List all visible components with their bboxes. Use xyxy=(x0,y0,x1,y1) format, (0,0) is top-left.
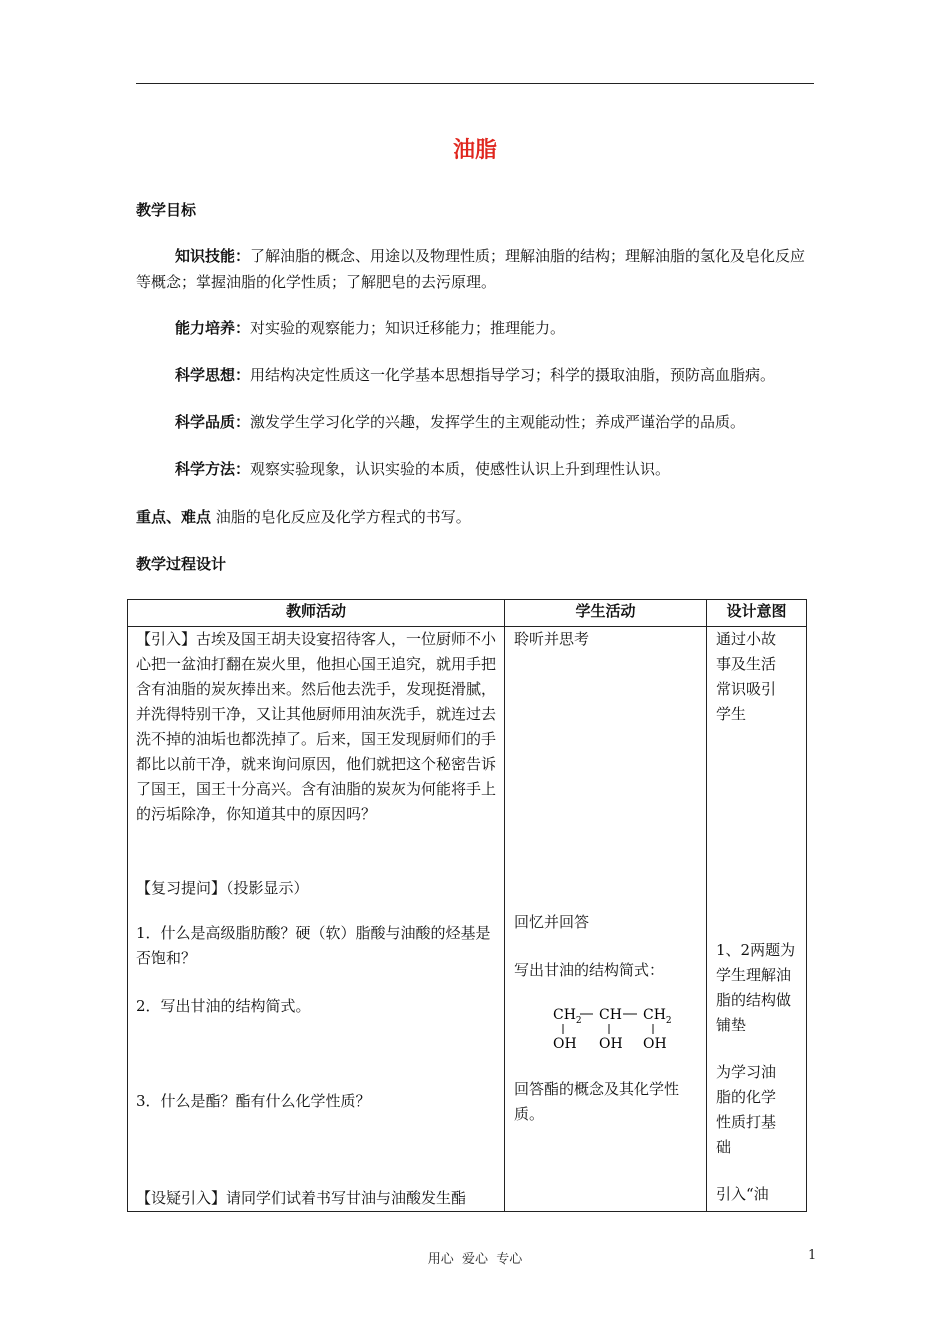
teacher-intro: 【引入】古埃及国王胡夫设宴招待客人，一位厨师不小心把一盆油打翻在炭火里，他担心国王追究，就用手把含有油脂的炭灰捧出来。然后他去洗手，发现挺滑腻，并洗得特别干净，又让其他厨师用油灰洗手，就连过去洗不掉的油垢也都洗掉了。后来，国王发现厨师们的手都比以前干净，就来询问原因，他们就把这个秘密告诉了国王，国王十分高兴。含有油脂的炭灰为何能将手上的污垢除净，你知道其中的原因吗？ xyxy=(136,630,497,823)
student-recall: 回忆并回答 xyxy=(514,913,590,931)
objective-knowledge xyxy=(136,243,818,295)
intent-basis: 为学习油脂的化学性质打基础 xyxy=(716,1063,777,1156)
process-heading: 教学过程设计 xyxy=(136,555,227,573)
objective-label: 科学品质： xyxy=(175,413,251,431)
objective-ability xyxy=(136,315,818,341)
objective-text: 激发学生学习化学的兴趣，发挥学生的主观能动性；养成严谨治学的品质。 xyxy=(250,413,746,431)
footer-motto: 用心 爱心 专心 xyxy=(427,1252,523,1267)
objectives-heading: 教学目标 xyxy=(136,201,197,219)
table-row xyxy=(128,627,807,1212)
student-listen: 聆听并思考 xyxy=(514,630,590,648)
objective-text: 观察实验现象，认识实验的本质，使感性认识上升到理性认识。 xyxy=(250,460,671,478)
header-teacher: 教师活动 xyxy=(128,600,505,627)
objective-text: 对实验的观察能力；知识迁移能力；推理能力。 xyxy=(250,319,566,337)
student-answer: 回答酯的概念及其化学性质。 xyxy=(514,1080,680,1123)
header-student: 学生活动 xyxy=(505,600,707,627)
formula-group: $CH_2$ xyxy=(553,1007,582,1026)
intent-cell xyxy=(707,627,807,1212)
teacher-question-2: 2．写出甘油的结构简式。 xyxy=(136,997,311,1015)
intent-pave: 1、2两题为学生理解油脂的结构做铺垫 xyxy=(716,941,796,1034)
intent-lead: 引入“油 xyxy=(716,1185,769,1203)
formula-oh: OH xyxy=(553,1036,577,1052)
table-header-row xyxy=(128,600,807,627)
keypoints-label: 重点、难点 xyxy=(136,508,212,526)
objective-text: 了解油脂的概念、用途以及物理性质；理解油脂的结构；理解油脂的氢化及皂化反应等概念；掌握油脂的化学性质；了解肥皂的去污原理。 xyxy=(136,247,806,291)
objective-label: 科学思想： xyxy=(175,366,251,384)
objective-text: 用结构决定性质这一化学基本思想指导学习；科学的摄取油脂，预防高血脂病。 xyxy=(250,366,776,384)
header-intent: 设计意图 xyxy=(707,600,807,627)
teacher-question-3: 3．什么是酯？酯有什么化学性质？ xyxy=(136,1092,371,1110)
objective-method xyxy=(136,456,818,482)
header-rule xyxy=(136,83,814,84)
teacher-cell xyxy=(128,627,505,1212)
intent-story: 通过小故事及生活常识吸引学生 xyxy=(716,630,777,723)
page-number: 1 xyxy=(808,1248,817,1263)
page-title: 油脂 xyxy=(452,138,497,163)
student-cell xyxy=(505,627,707,1212)
student-write-formula: 写出甘油的结构简式： xyxy=(514,961,665,979)
teacher-review: 【复习提问】（投影显示） xyxy=(136,879,309,897)
objective-label: 能力培养： xyxy=(175,319,251,337)
formula-group: CH xyxy=(599,1007,622,1023)
keypoints xyxy=(136,504,818,530)
objective-quality xyxy=(136,409,818,435)
formula-oh: OH xyxy=(643,1036,667,1052)
formula-group: $CH_2$ xyxy=(643,1007,672,1026)
glycerol-structure-diagram xyxy=(553,1004,683,1054)
objective-thought xyxy=(136,362,818,388)
teacher-question-1: 1．什么是高级脂肪酸？硬（软）脂酸与油酸的烃基是否饱和？ xyxy=(136,924,491,967)
formula-oh: OH xyxy=(599,1036,623,1052)
teaching-process-table xyxy=(127,599,807,1212)
keypoints-text: 油脂的皂化反应及化学方程式的书写。 xyxy=(215,508,471,526)
objective-label: 知识技能： xyxy=(175,247,251,265)
teacher-doubt-intro: 【设疑引入】请同学们试着书写甘油与油酸发生酯 xyxy=(136,1189,467,1207)
objective-label: 科学方法： xyxy=(175,460,251,478)
